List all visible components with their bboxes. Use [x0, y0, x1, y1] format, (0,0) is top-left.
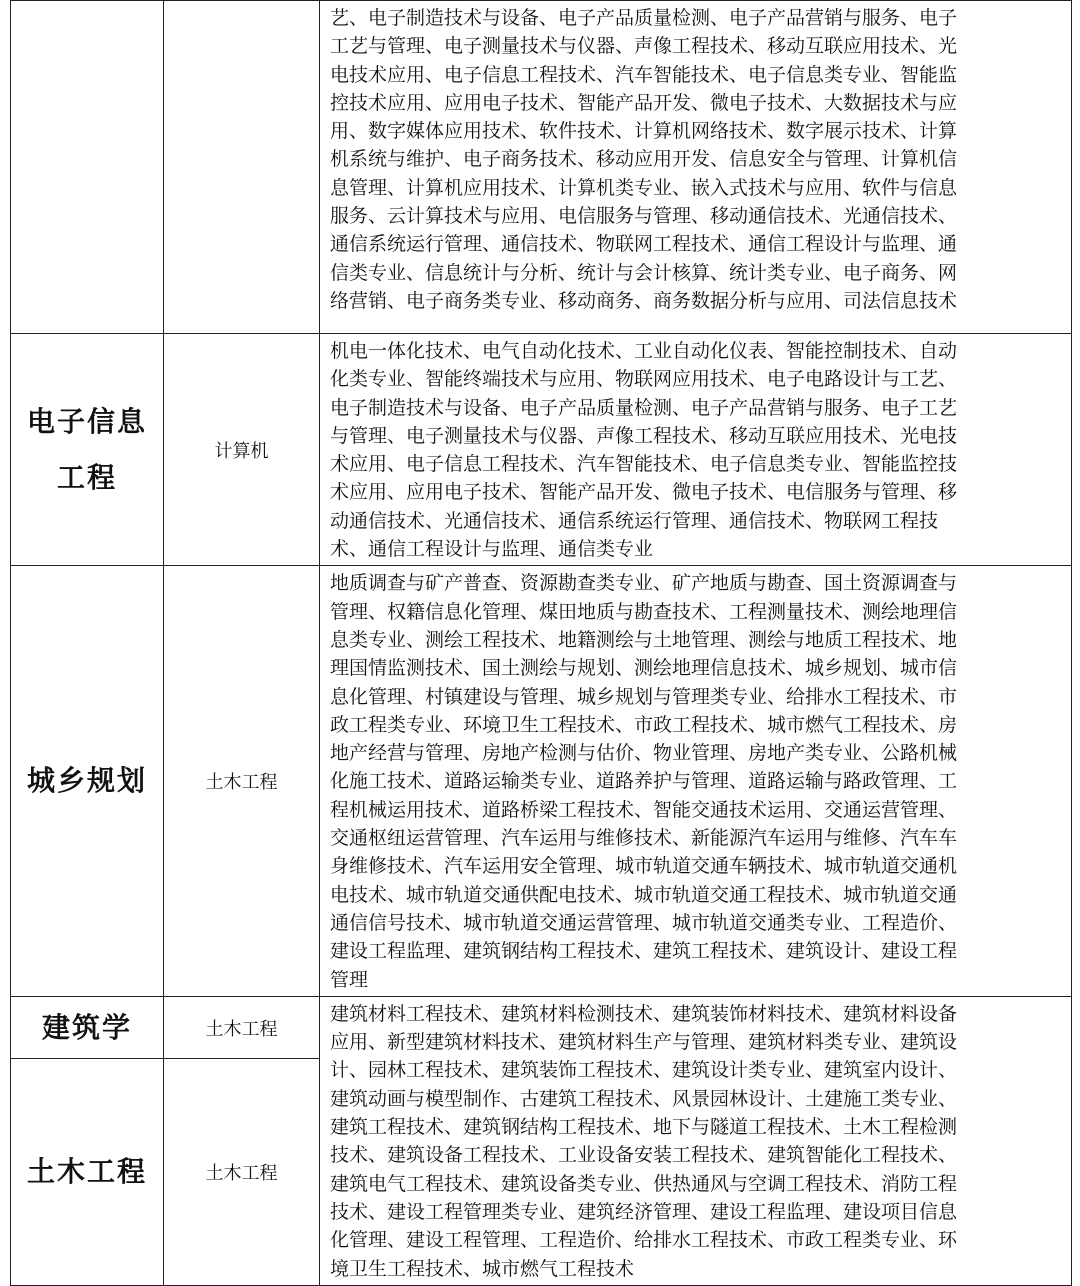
major-cell: 城乡规划	[11, 566, 164, 996]
majors-text-line: 化施工技术、道路运输类专业、道路养护与管理、道路运输与路政管理、工	[330, 770, 958, 793]
major-cell	[11, 334, 164, 566]
majors-text-line: 建筑材料工程技术、建筑材料检测技术、建筑装饰材料技术、建筑材料设备	[330, 1002, 958, 1025]
majors-text-line: 动通信技术、光通信技术、通信系统运行管理、通信技术、物联网工程技	[330, 509, 939, 532]
majors-cell	[320, 566, 1072, 996]
majors-text-line: 身维修技术、汽车运用安全管理、城市轨道交通车辆技术、城市轨道交通机	[330, 855, 958, 878]
majors-text-line: 艺、电子制造技术与设备、电子产品质量检测、电子产品营销与服务、电子	[330, 7, 958, 29]
majors-table	[10, 0, 1072, 1286]
subject-cell: 土木工程	[164, 1059, 320, 1285]
subject-cell	[164, 1, 320, 334]
table-row	[11, 996, 1072, 1059]
majors-cell	[320, 1, 1072, 334]
majors-text-line: 术、通信工程设计与监理、通信类专业	[330, 538, 654, 561]
majors-text-line: 应用、新型建筑材料技术、建筑材料生产与管理、建筑材料类专业、建筑设	[330, 1031, 958, 1054]
majors-text-line: 电技术应用、电子信息工程技术、汽车智能技术、电子信息类专业、智能监	[330, 63, 958, 86]
majors-text-line: 建筑动画与模型制作、古建筑工程技术、风景园林设计、土建施工类专业、	[330, 1087, 958, 1110]
majors-text-line: 电技术、城市轨道交通供配电技术、城市轨道交通工程技术、城市轨道交通	[330, 883, 958, 906]
table-row	[11, 566, 1072, 996]
majors-text-line: 建设工程监理、建筑钢结构工程技术、建筑工程技术、建筑设计、建设工程	[330, 940, 958, 963]
majors-text-line: 理国情监测技术、国土测绘与规划、测绘地理信息技术、城乡规划、城市信	[330, 657, 958, 680]
majors-text-line: 机系统与维护、电子商务技术、移动应用开发、信息安全与管理、计算机信	[330, 148, 958, 171]
majors-text-line: 技术、建设工程管理类专业、建筑经济管理、建设工程监理、建设项目信息	[330, 1200, 958, 1223]
majors-text-line: 计、园林工程技术、建筑装饰工程技术、建筑设计类专业、建筑室内设计、	[330, 1059, 958, 1082]
table-row	[11, 1, 1072, 334]
majors-text-line: 息类专业、测绘工程技术、地籍测绘与土地管理、测绘与地质工程技术、地	[330, 628, 958, 651]
majors-text-line: 通信系统运行管理、通信技术、物联网工程技术、通信工程设计与监理、通	[330, 233, 958, 256]
majors-text-line: 术应用、应用电子技术、智能产品开发、微电子技术、电信服务与管理、移	[330, 481, 958, 504]
majors-text-line: 息管理、计算机应用技术、计算机类专业、嵌入式技术与应用、软件与信息	[330, 176, 958, 199]
majors-text-line: 化类专业、智能终端技术与应用、物联网应用技术、电子电路设计与工艺、	[330, 368, 958, 391]
major-cell	[11, 1, 164, 334]
majors-text-line: 建筑工程技术、建筑钢结构工程技术、地下与隧道工程技术、土木工程检测	[330, 1116, 958, 1139]
majors-text-line: 建筑电气工程技术、建筑设备类专业、供热通风与空调工程技术、消防工程	[330, 1172, 958, 1195]
majors-cell	[320, 334, 1072, 566]
majors-text-line: 地产经营与管理、房地产检测与估价、物业管理、房地产类专业、公路机械	[330, 742, 958, 765]
majors-text-line: 工艺与管理、电子测量技术与仪器、声像工程技术、移动互联应用技术、光	[330, 35, 958, 58]
majors-text-line: 络营销、电子商务类专业、移动商务、商务数据分析与应用、司法信息技术	[330, 289, 958, 312]
majors-text-line: 地质调查与矿产普查、资源勘查类专业、矿产地质与勘查、国土资源调查与	[330, 572, 958, 595]
table-row	[11, 334, 1072, 566]
subject-cell: 土木工程	[164, 996, 320, 1059]
majors-text-line: 管理、权籍信息化管理、煤田地质与勘查技术、工程测量技术、测绘地理信	[330, 600, 958, 623]
majors-text-line: 信类专业、信息统计与分析、统计与会计核算、统计类专业、电子商务、网	[330, 261, 958, 284]
majors-text-line: 机电一体化技术、电气自动化技术、工业自动化仪表、智能控制技术、自动	[330, 340, 958, 362]
majors-text-line: 电子制造技术与设备、电子产品质量检测、电子产品营销与服务、电子工艺	[330, 396, 958, 419]
major-cell: 土木工程	[11, 1059, 164, 1285]
majors-text-line: 化管理、建设工程管理、工程造价、给排水工程技术、市政工程类专业、环	[330, 1229, 958, 1252]
majors-text-line: 通信信号技术、城市轨道交通运营管理、城市轨道交通类专业、工程造价、	[330, 911, 958, 934]
subject-cell: 土木工程	[164, 566, 320, 996]
majors-text-line: 政工程类专业、环境卫生工程技术、市政工程技术、城市燃气工程技术、房	[330, 713, 958, 736]
majors-text-line: 用、数字媒体应用技术、软件技术、计算机网络技术、数字展示技术、计算	[330, 120, 958, 143]
majors-text-line: 程机械运用技术、道路桥梁工程技术、智能交通技术运用、交通运营管理、	[330, 798, 958, 821]
majors-text-line: 息化管理、村镇建设与管理、城乡规划与管理类专业、给排水工程技术、市	[330, 685, 958, 708]
majors-text-line: 交通枢纽运营管理、汽车运用与维修技术、新能源汽车运用与维修、汽车车	[330, 827, 958, 850]
majors-text-line: 术应用、电子信息工程技术、汽车智能技术、电子信息类专业、智能监控技	[330, 453, 958, 476]
majors-text-line: 控技术应用、应用电子技术、智能产品开发、微电子技术、大数据技术与应	[330, 91, 958, 114]
majors-cell	[320, 996, 1072, 1285]
major-name-line-1: 电子信息	[26, 404, 147, 438]
majors-text-line: 与管理、电子测量技术与仪器、声像工程技术、移动互联应用技术、光电技	[330, 424, 958, 447]
majors-text-line: 管理	[330, 968, 369, 991]
subject-cell: 计算机	[164, 334, 320, 566]
major-cell: 建筑学	[11, 996, 164, 1059]
majors-text-line: 境卫生工程技术、城市燃气工程技术	[330, 1257, 635, 1280]
majors-text-line: 服务、云计算技术与应用、电信服务与管理、移动通信技术、光通信技术、	[330, 205, 958, 228]
major-name-line-2: 工程	[56, 460, 117, 494]
majors-text-line: 技术、建筑设备工程技术、工业设备安装工程技术、建筑智能化工程技术、	[330, 1144, 958, 1167]
